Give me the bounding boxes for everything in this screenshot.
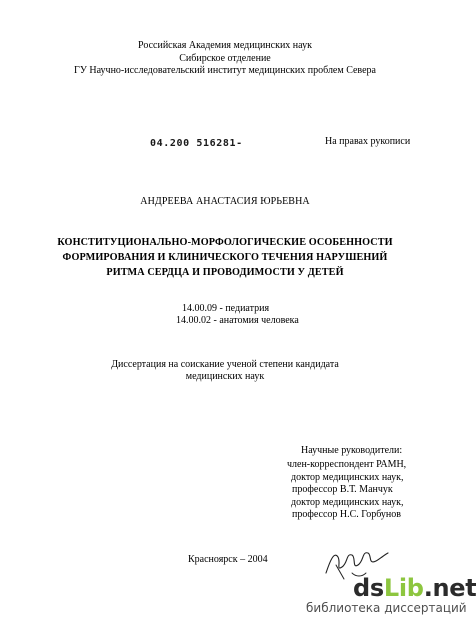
logo-accent: Lib xyxy=(383,574,424,602)
title-line-2: ФОРМИРОВАНИЯ И КЛИНИЧЕСКОГО ТЕЧЕНИЯ НАРУШЕНИЙ xyxy=(62,252,388,263)
specialty-anatomy: 14.00.02 - анатомия человека xyxy=(176,315,299,326)
title-line-1: КОНСТИТУЦИОНАЛЬНО-МОРФОЛОГИЧЕСКИЕ ОСОБЕННОСТИ xyxy=(57,237,393,248)
rights-note: На правах рукописи xyxy=(325,136,411,147)
supervisor-line: профессор Н.С. Горбунов xyxy=(292,509,401,521)
author-name: АНДРЕЕВА АНАСТАСИЯ ЮРЬЕВНА xyxy=(140,196,310,207)
org-line-academy: Российская Академия медицинских наук xyxy=(138,40,312,51)
dslib-tagline: библиотека диссертаций xyxy=(306,601,467,615)
specialty-pediatrics: 14.00.09 - педиатрия xyxy=(182,303,270,314)
supervisor-line: доктор медицинских наук, xyxy=(291,471,404,483)
degree-line-2: медицинских наук xyxy=(185,371,265,382)
supervisor-line: профессор В.Т. Манчук xyxy=(292,484,393,496)
dslib-logo xyxy=(353,574,476,602)
logo-suffix: .net xyxy=(423,574,476,602)
degree-statement xyxy=(0,359,450,383)
org-line-institute: ГУ Научно-исследовательский институт медицинских проблем Севера xyxy=(74,65,376,76)
logo-prefix: ds xyxy=(353,574,384,602)
supervisor-line: доктор медицинских наук, xyxy=(291,496,404,508)
supervisor-line: член-корреспондент РАМН, xyxy=(287,459,407,470)
organization-header xyxy=(0,40,450,78)
specialties xyxy=(176,303,299,327)
dissertation-title xyxy=(0,235,450,280)
registration-stamp: 04.200 516281- xyxy=(150,138,243,149)
city-year: Красноярск – 2004 xyxy=(188,554,268,565)
supervisors-heading: Научные руководители: xyxy=(301,445,403,456)
title-line-3: РИТМА СЕРДЦА И ПРОВОДИМОСТИ У ДЕТЕЙ xyxy=(106,267,344,278)
supervisors-list xyxy=(287,459,406,522)
degree-line-1: Диссертация на соискание ученой степени кандидата xyxy=(111,359,339,370)
org-line-branch: Сибирское отделение xyxy=(179,52,271,64)
